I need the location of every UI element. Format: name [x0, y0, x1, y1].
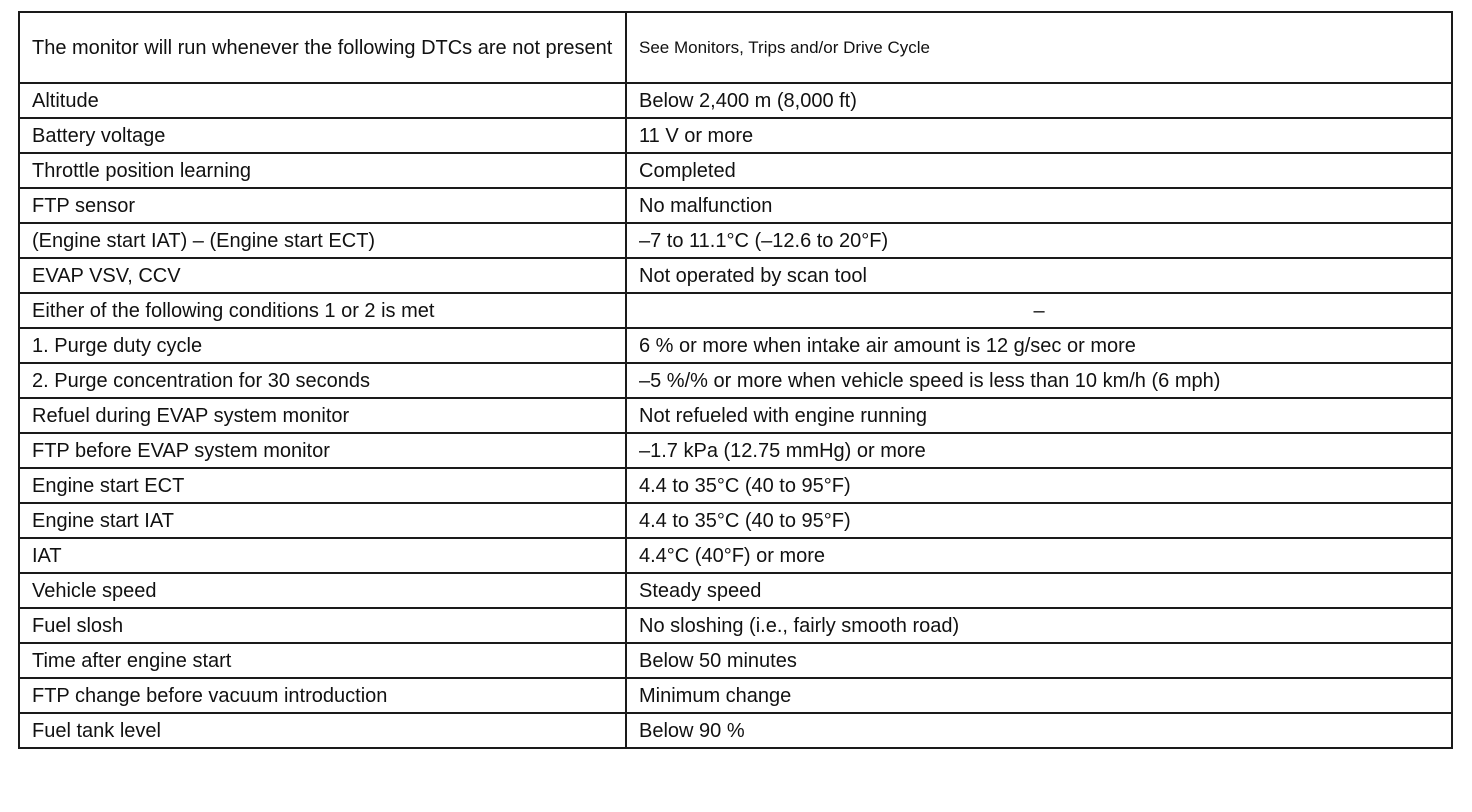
condition-label: The monitor will run whenever the following DTCs are not present	[19, 12, 626, 83]
condition-value: –5 %/% or more when vehicle speed is less than 10 km/h (6 mph)	[626, 363, 1452, 398]
condition-label: Engine start ECT	[19, 468, 626, 503]
table-row	[19, 363, 1452, 398]
condition-label: IAT	[19, 538, 626, 573]
condition-value: 4.4 to 35°C (40 to 95°F)	[626, 468, 1452, 503]
condition-label: Time after engine start	[19, 643, 626, 678]
table-row	[19, 468, 1452, 503]
condition-label: FTP change before vacuum introduction	[19, 678, 626, 713]
table-row	[19, 503, 1452, 538]
table-row	[19, 118, 1452, 153]
condition-label: Refuel during EVAP system monitor	[19, 398, 626, 433]
condition-label: Either of the following conditions 1 or 2 is met	[19, 293, 626, 328]
condition-label: Fuel slosh	[19, 608, 626, 643]
condition-label: Vehicle speed	[19, 573, 626, 608]
condition-label: (Engine start IAT) – (Engine start ECT)	[19, 223, 626, 258]
condition-value: Below 90 %	[626, 713, 1452, 748]
condition-value: –7 to 11.1°C (–12.6 to 20°F)	[626, 223, 1452, 258]
table-row	[19, 12, 1452, 83]
table-row	[19, 538, 1452, 573]
condition-value: –1.7 kPa (12.75 mmHg) or more	[626, 433, 1452, 468]
table-row	[19, 293, 1452, 328]
condition-value: See Monitors, Trips and/or Drive Cycle	[626, 12, 1452, 83]
table-row	[19, 83, 1452, 118]
condition-label: Altitude	[19, 83, 626, 118]
monitor-conditions-table	[18, 11, 1453, 749]
condition-label: 2. Purge concentration for 30 seconds	[19, 363, 626, 398]
condition-value: Steady speed	[626, 573, 1452, 608]
table-row	[19, 398, 1452, 433]
condition-value: Completed	[626, 153, 1452, 188]
table-row	[19, 678, 1452, 713]
table-row	[19, 188, 1452, 223]
table-row	[19, 258, 1452, 293]
condition-value: –	[626, 293, 1452, 328]
condition-value: 11 V or more	[626, 118, 1452, 153]
condition-label: FTP sensor	[19, 188, 626, 223]
condition-value: Minimum change	[626, 678, 1452, 713]
condition-label: FTP before EVAP system monitor	[19, 433, 626, 468]
condition-label: Fuel tank level	[19, 713, 626, 748]
condition-value: Below 50 minutes	[626, 643, 1452, 678]
condition-label: 1. Purge duty cycle	[19, 328, 626, 363]
condition-label: Engine start IAT	[19, 503, 626, 538]
condition-value: 4.4 to 35°C (40 to 95°F)	[626, 503, 1452, 538]
condition-value: 6 % or more when intake air amount is 12 g/sec or more	[626, 328, 1452, 363]
condition-label: Throttle position learning	[19, 153, 626, 188]
table-row	[19, 713, 1452, 748]
table-row	[19, 328, 1452, 363]
table-row	[19, 608, 1452, 643]
table-row	[19, 573, 1452, 608]
table-row	[19, 433, 1452, 468]
table-row	[19, 223, 1452, 258]
condition-value: Not refueled with engine running	[626, 398, 1452, 433]
condition-value: No sloshing (i.e., fairly smooth road)	[626, 608, 1452, 643]
table-row	[19, 153, 1452, 188]
condition-value: 4.4°C (40°F) or more	[626, 538, 1452, 573]
condition-value: Below 2,400 m (8,000 ft)	[626, 83, 1452, 118]
condition-label: EVAP VSV, CCV	[19, 258, 626, 293]
condition-value: Not operated by scan tool	[626, 258, 1452, 293]
condition-value: No malfunction	[626, 188, 1452, 223]
table-row	[19, 643, 1452, 678]
condition-label: Battery voltage	[19, 118, 626, 153]
